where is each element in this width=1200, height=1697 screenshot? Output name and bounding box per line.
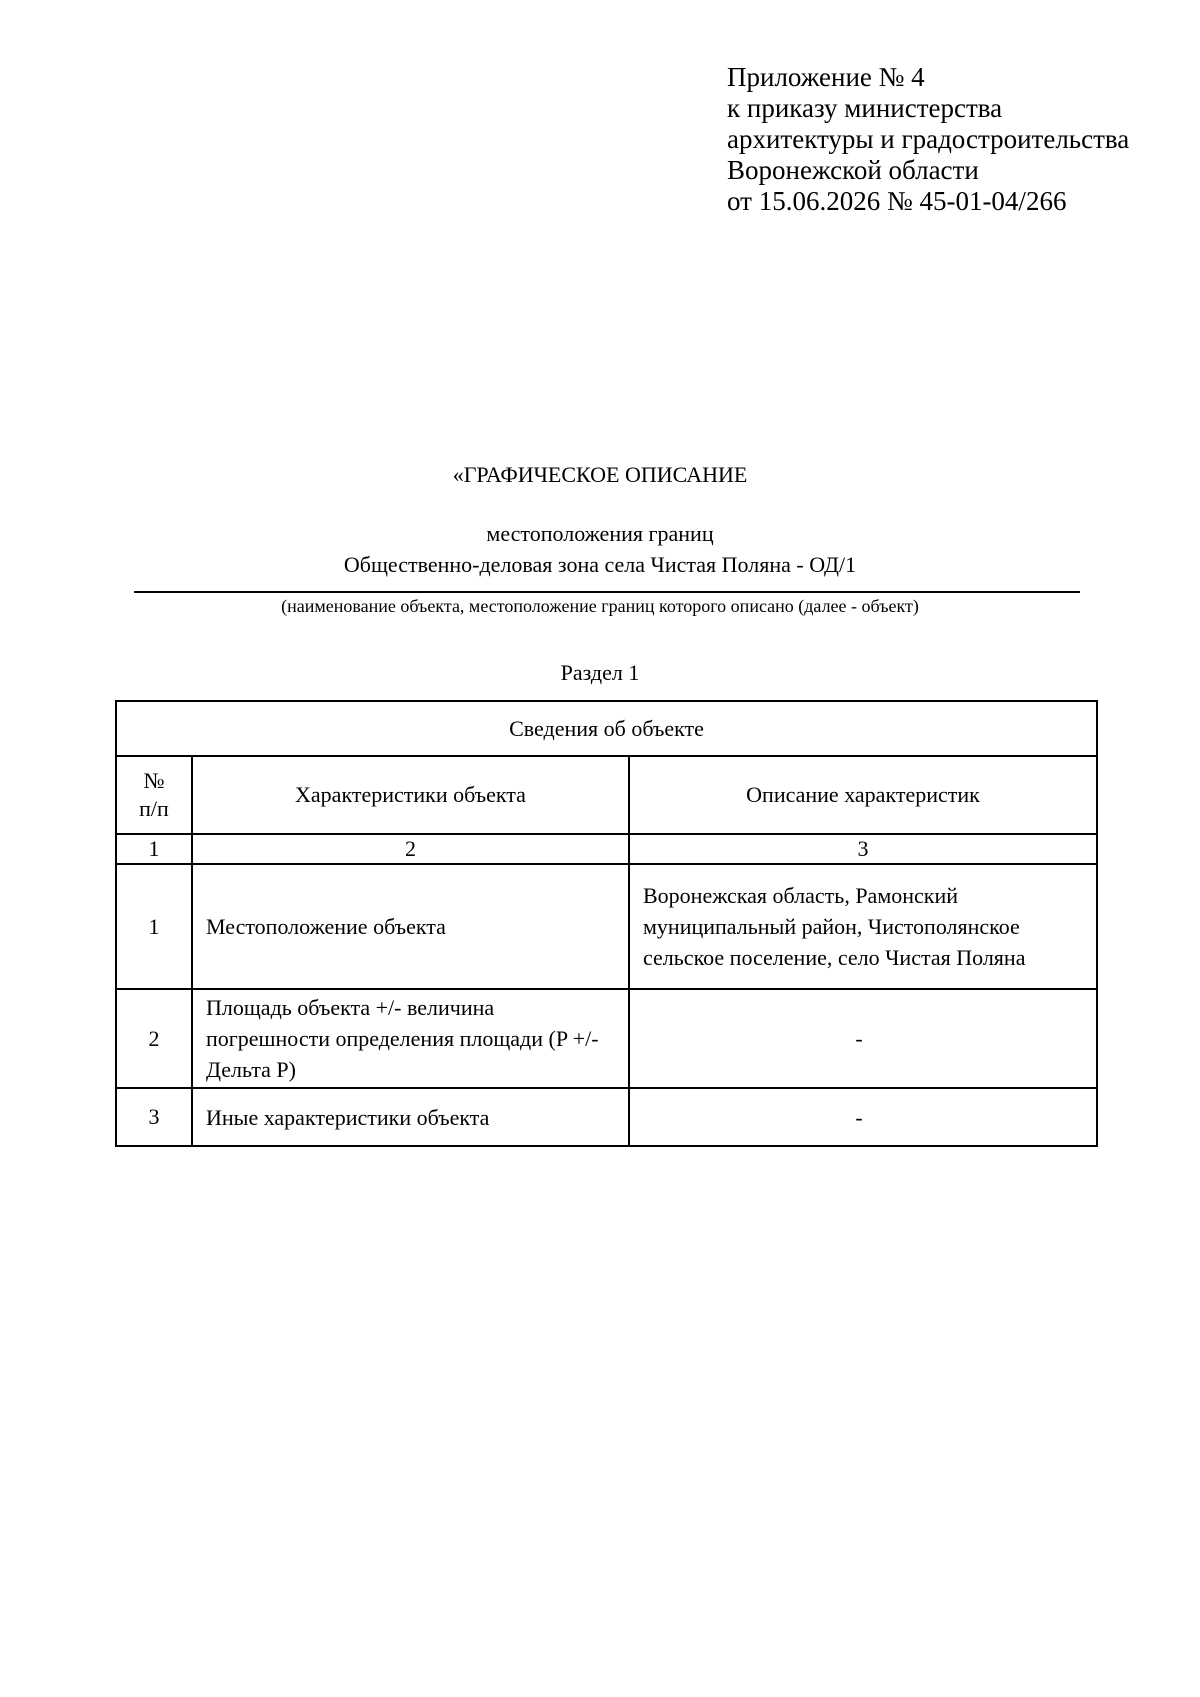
row-description: -	[629, 989, 1097, 1088]
object-info-table	[115, 700, 1098, 1147]
document-subtitle	[0, 518, 1200, 580]
header-num-pp: п/п	[139, 796, 169, 821]
row-num: 3	[116, 1088, 192, 1146]
table-header-row	[116, 756, 1097, 834]
row-characteristic: Иные характеристики объекта	[192, 1088, 629, 1146]
underline-divider	[134, 591, 1080, 593]
header-description: Описание характеристик	[629, 756, 1097, 834]
appendix-line: архитектуры и градостроительства	[727, 124, 1130, 154]
section-label: Раздел 1	[560, 660, 640, 685]
row-description: Воронежская область, Рамонский муниципальный район, Чистополянское сельское поселение, село Чистая Поляна	[629, 864, 1097, 989]
table-title: Сведения об объекте	[116, 701, 1097, 756]
table-row	[116, 1088, 1097, 1146]
appendix-header	[727, 62, 1129, 217]
appendix-line: Воронежской области	[727, 155, 979, 185]
row-characteristic: Местоположение объекта	[192, 864, 629, 989]
object-name: Общественно-деловая зона села Чистая Поляна - ОД/1	[343, 552, 857, 577]
header-characteristic: Характеристики объекта	[192, 756, 629, 834]
appendix-order-date: от 15.06.2026 № 45-01-04/266	[727, 186, 1067, 216]
underline-caption: (наименование объекта, местоположение границ которого описано (далее - объект)	[281, 596, 919, 616]
table-row	[116, 864, 1097, 989]
column-number: 1	[116, 834, 192, 864]
column-number-row	[116, 834, 1097, 864]
header-num-sign: №	[143, 768, 165, 793]
row-num: 1	[116, 864, 192, 989]
row-num: 2	[116, 989, 192, 1088]
table-title-row	[116, 701, 1097, 756]
subtitle-line: местоположения границ	[486, 521, 714, 546]
document-title: «ГРАФИЧЕСКОЕ ОПИСАНИЕ	[452, 462, 748, 487]
column-number: 2	[192, 834, 629, 864]
header-num	[116, 756, 192, 834]
row-description: -	[629, 1088, 1097, 1146]
appendix-line: к приказу министерства	[727, 93, 1003, 123]
table-row	[116, 989, 1097, 1088]
appendix-line: Приложение № 4	[727, 62, 925, 92]
row-characteristic: Площадь объекта +/- величина погрешности определения площади (P +/- Дельта P)	[192, 989, 629, 1088]
column-number: 3	[629, 834, 1097, 864]
